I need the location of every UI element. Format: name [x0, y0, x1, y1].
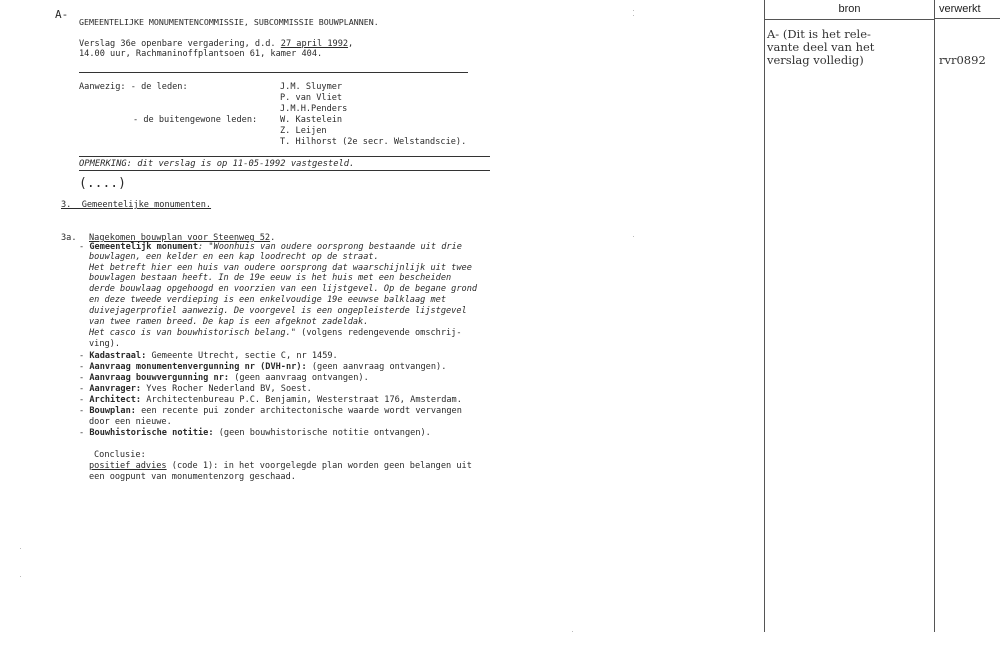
monument-text-line: Het casco is van bouwhistorisch belang." (volgens redengevende omschrij- — [89, 328, 462, 338]
report-line-1: Verslag 36e openbare vergadering, d.d. 27 april 1992, — [79, 39, 354, 49]
advice-verdict: positief advies — [89, 461, 167, 471]
detail-applicant: - Aanvrager: Yves Rocher Nederland BV, Soest. — [79, 384, 312, 394]
monument-text-line: en deze tweede verdieping is een enkelvoudige 19e eeuwse balklaag met — [89, 295, 446, 305]
divider-remark-bottom — [79, 170, 490, 171]
column-header-bron: bron — [765, 0, 934, 20]
monument-text-line: derde bouwlaag opgehoogd en voorzien van een lijstgevel. Op de begane grond — [89, 284, 478, 294]
conclusion-label: Conclusie: — [94, 450, 146, 460]
scan-speck — [633, 15, 634, 16]
detail-bouwhistorisch: - Bouwhistorische notitie: (geen bouwhistorische notitie ontvangen). — [79, 428, 431, 438]
verwerkt-cell: rvr0892 — [939, 54, 986, 67]
detail-bouwplan: - Bouwplan: een recente pui zonder architectonische waarde wordt vervangen — [79, 406, 462, 416]
detail-building-permit: - Aanvraag bouwvergunning nr: (geen aanvraag ontvangen). — [79, 373, 369, 383]
detail-architect: - Architect: Architectenbureau P.C. Benjamin, Westerstraat 176, Amsterdam. — [79, 395, 462, 405]
present-label: Aanwezig: - de leden: — [79, 82, 188, 92]
scan-speck — [572, 631, 573, 632]
monument-text-line: ving). — [89, 339, 121, 349]
extra-member-3: T. Hilhorst (2e secr. Welstandscie). — [280, 137, 467, 147]
extra-member-2: Z. Leijen — [280, 126, 327, 136]
committee-heading: GEMEENTELIJKE MONUMENTENCOMMISSIE, SUBCOMMISSIE BOUWPLANNEN. — [79, 17, 379, 27]
scan-speck — [633, 10, 634, 11]
monument-text-line: bouwlagen bestaan heeft. In de 19e eeuw is het huis met een bescheiden — [89, 273, 452, 283]
member-1: J.M. Sluymer — [280, 82, 343, 92]
divider-top — [79, 72, 468, 73]
monument-text-line: Het betreft hier een huis van oudere oorsprong dat waarschijnlijk uit twee — [89, 263, 472, 273]
ellipsis: (....) — [79, 176, 126, 191]
advice-line-2: een oogpunt van monumentenzorg geschaad. — [89, 472, 296, 482]
extra-member-1: W. Kastelein — [280, 115, 343, 125]
scan-speck — [20, 548, 21, 549]
divider-remark-top — [79, 156, 490, 157]
bron-cell: A- (Dit is het rele- vante deel van het verslag volledig) — [767, 27, 875, 67]
page-marker: A- — [55, 8, 69, 21]
member-3: J.M.H.Penders — [280, 104, 348, 114]
report-line-2: 14.00 uur, Rachmaninoffplantsoen 61, kamer 404. — [79, 49, 323, 59]
section-3-title: 3. Gemeentelijke monumenten. — [61, 200, 212, 210]
remark: OPMERKING: dit verslag is op 11-05-1992 vastgesteld. — [79, 159, 355, 169]
item-3a-label: 3a. — [61, 233, 77, 243]
member-2: P. van Vliet — [280, 93, 343, 103]
monument-text-line: van twee ramen breed. De kap is een afgeknot zadeldak. — [89, 317, 369, 327]
detail-kadastraal: - Kadastraal: Gemeente Utrecht, sectie C, nr 1459. — [79, 351, 338, 361]
monument-text-line: duivejagerprofiel aanwezig. De voorgevel is een ongepleisterde lijstgevel — [89, 306, 467, 316]
detail-monument-permit: - Aanvraag monumentenvergunning nr (DVH-nr): (geen aanvraag ontvangen). — [79, 362, 447, 372]
detail-bouwplan-cont: door een nieuwe. — [89, 417, 172, 427]
table-column-divider — [934, 0, 935, 632]
scan-speck — [633, 236, 634, 237]
table-left-border — [764, 0, 765, 632]
monument-text-line: bouwlagen, een kelder en een kap loodrecht op de straat. — [89, 252, 379, 262]
item-3a-title: Nagekomen bouwplan voor Steenweg 52. — [89, 233, 276, 243]
extra-members-label: - de buitengewone leden: — [133, 115, 258, 125]
meeting-date: 27 april 1992 — [280, 39, 349, 49]
monument-entry: - Gemeentelijk monument: "Woonhuis van oudere oorsprong bestaande uit drie — [79, 242, 462, 252]
scan-speck — [20, 576, 21, 577]
column-header-verwerkt: verwerkt — [935, 0, 1000, 19]
advice-line-1: positief advies (code 1): in het voorgelegde plan worden geen belangen uit — [89, 461, 472, 471]
